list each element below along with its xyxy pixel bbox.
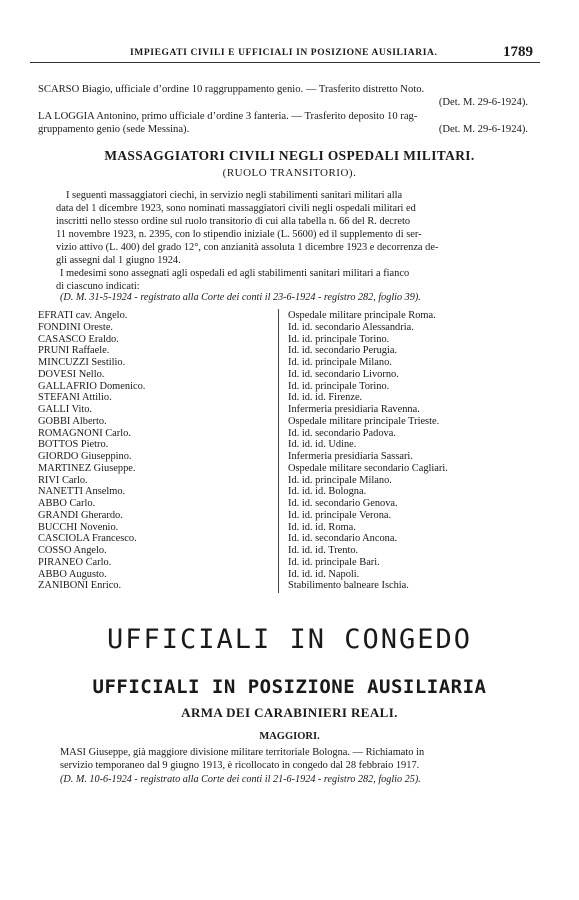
assigned-destination: Infermeria presidiaria Sassari. (288, 451, 413, 462)
assigned-destination: Id. id. secondario Perugia. (288, 345, 398, 357)
assignment-table (38, 309, 548, 593)
assigned-destination: Id. id. secondario Alessandria. (288, 321, 414, 333)
assigned-destination: Id. id. id. Udine. (288, 439, 357, 451)
assignee-name: GALLI Vito. (38, 404, 93, 415)
assignee-name: RIVI Carlo. (38, 474, 88, 486)
page-number: 1789 (503, 44, 533, 60)
assigned-destination: Id. id. secondario Ancona. (288, 533, 398, 545)
assignee-name: BUCCHI Novenio. (38, 521, 119, 533)
header-rule (30, 62, 540, 63)
paragraph-assignment (56, 267, 526, 293)
assignee-name: CASCIOLA Francesco. (38, 533, 137, 545)
ausiliaria-title: UFFICIALI IN POSIZIONE AUSILIARIA (92, 676, 487, 698)
assignee-name: DOVESI Nello. (38, 368, 105, 380)
assignee-name: GRANDI Gherardo. (38, 509, 123, 521)
paragraph-line: vizio attivo (L. 400) del grado 12°, con anzianità assoluta 1 dicembre 1923 e decorrenza de- (56, 242, 439, 253)
assigned-destination: Infermeria presidiaria Ravenna. (288, 404, 420, 415)
paragraph-line: MASI Giuseppe, già maggiore divisione militare territoriale Bologna. — Richiamato in (60, 747, 425, 758)
assigned-destination: Id. id. principale Torino. (288, 333, 390, 345)
section-subtitle: (RUOLO TRANSITORIO). (222, 167, 357, 179)
assigned-destination: Id. id. secondario Livorno. (288, 368, 399, 380)
congedo-registration-note: (D. M. 10-6-1924 - registrato alla Corte dei conti il 21-6-1924 - registro 282, foglio 25). (60, 774, 421, 785)
congedo-entry (60, 746, 528, 772)
assigned-destination: Ospedale militare secondario Cagliari. (288, 462, 448, 474)
assignee-name: ABBO Carlo. (38, 498, 96, 509)
assigned-destination: Id. id. principale Torino. (288, 380, 390, 392)
paragraph-line: di ciascuno indicati: (56, 281, 140, 292)
section-title: MASSAGGIATORI CIVILI NEGLI OSPEDALI MILITARI. (104, 148, 475, 163)
assigned-destination: Id. id. id. Roma. (288, 521, 356, 533)
entry-la-loggia (38, 110, 538, 136)
assigned-destination: Id. id. principale Bari. (288, 556, 380, 568)
assigned-destination: Id. id. secondario Genova. (288, 498, 398, 509)
table-row (38, 579, 548, 592)
assignee-name: GALLAFRIO Domenico. (38, 380, 146, 392)
assignee-name: PRUNI Raffaele. (38, 345, 110, 357)
running-head: IMPIEGATI CIVILI E UFFICIALI IN POSIZIONE AUSILIARIA. (130, 48, 438, 58)
paragraph-line: data del 1 dicembre 1923, sono nominati massaggiatori civili negli ospedali militari ed (56, 203, 416, 214)
assigned-destination: Id. id. id. Firenze. (288, 392, 363, 404)
paragraph-line: gli assegni dal 1 giugno 1924. (56, 255, 181, 266)
assigned-destination: Id. id. principale Milano. (288, 474, 392, 486)
assignee-name: ROMAGNONI Carlo. (38, 427, 131, 439)
assignee-name: MINCUZZI Sestilio. (38, 357, 126, 368)
assignee-name: NANETTI Anselmo. (38, 486, 126, 498)
assigned-destination: Id. id. id. Napoli. (288, 568, 360, 580)
paragraph-nomination (56, 189, 526, 267)
assignee-name: BOTTOS Pietro. (38, 439, 109, 451)
assigned-destination: Id. id. id. Bologna. (288, 486, 367, 498)
paragraph-line: servizio temporaneo dal 9 giugno 1913, è ricollocato in congedo dal 28 febbraio 1917. (60, 760, 420, 771)
assignee-name: PIRANEO Carlo. (38, 556, 112, 568)
assignee-name: ZANIBONI Enrico. (38, 580, 122, 592)
assignee-name: MARTINEZ Giuseppe. (38, 462, 136, 474)
paragraph-line: 11 novembre 1923, n. 2395, con lo stipendio iniziale (L. 5600) ed il supplemento di ser- (56, 229, 422, 240)
entry-reference: (Det. M. 29-6-1924). (438, 97, 528, 108)
assignee-name: GIORDO Giuseppino. (38, 451, 132, 462)
assigned-destination: Stabilimento balneare Ischia. (288, 580, 409, 592)
assigned-destination: Ospedale militare principale Roma. (288, 310, 436, 321)
assigned-destination: Ospedale militare principale Trieste. (288, 415, 440, 427)
assignee-name: GOBBI Alberto. (38, 415, 107, 427)
entry-reference: (Det. M. 29-6-1924). (438, 124, 528, 135)
assigned-destination: Id. id. principale Milano. (288, 357, 392, 368)
paragraph-line: I seguenti massaggiatori ciechi, in servizio negli stabilimenti sanitari militari alla (66, 190, 403, 201)
registration-note: (D. M. 31-5-1924 - registrato alla Corte dei conti il 23-6-1924 - registro 282, foglio 39). (60, 292, 421, 303)
entry-text: LA LOGGIA Antonino, primo ufficiale d’ordine 3 fanteria. — Trasferito deposito 10 rag- (38, 111, 418, 122)
assignee-name: FONDINI Oreste. (38, 321, 114, 333)
assignee-name: COSSO Angelo. (38, 545, 107, 556)
assignee-name: CASASCO Eraldo. (38, 333, 119, 345)
entry-scarso (38, 83, 538, 109)
assigned-destination: Id. id. principale Verona. (288, 509, 392, 521)
assignee-name: ABBO Augusto. (38, 568, 107, 580)
rank-heading: MAGGIORI. (259, 731, 320, 742)
paragraph-line: I medesimi sono assegnati agli ospedali ed agli stabilimenti sanitari militari a fianco (60, 268, 410, 279)
assignee-name: STEFANI Attilio. (38, 392, 112, 404)
congedo-title: UFFICIALI IN CONGEDO (106, 624, 473, 655)
entry-text: SCARSO Biagio, ufficiale d’ordine 10 raggruppamento genio. — Trasferito distretto Noto. (38, 84, 425, 95)
assigned-destination: Id. id. secondario Padova. (288, 427, 396, 439)
entry-text-continued: gruppamento genio (sede Messina). (38, 124, 190, 135)
arma-heading: ARMA DEI CARABINIERI REALI. (181, 705, 398, 720)
assigned-destination: Id. id. id. Trento. (288, 545, 359, 556)
paragraph-line: inscritti nello stesso ordine sul ruolo transitorio di cui alla tabella n. 66 del R. decreto (56, 216, 411, 227)
assignee-name: EFRATI cav. Angelo. (38, 310, 128, 321)
